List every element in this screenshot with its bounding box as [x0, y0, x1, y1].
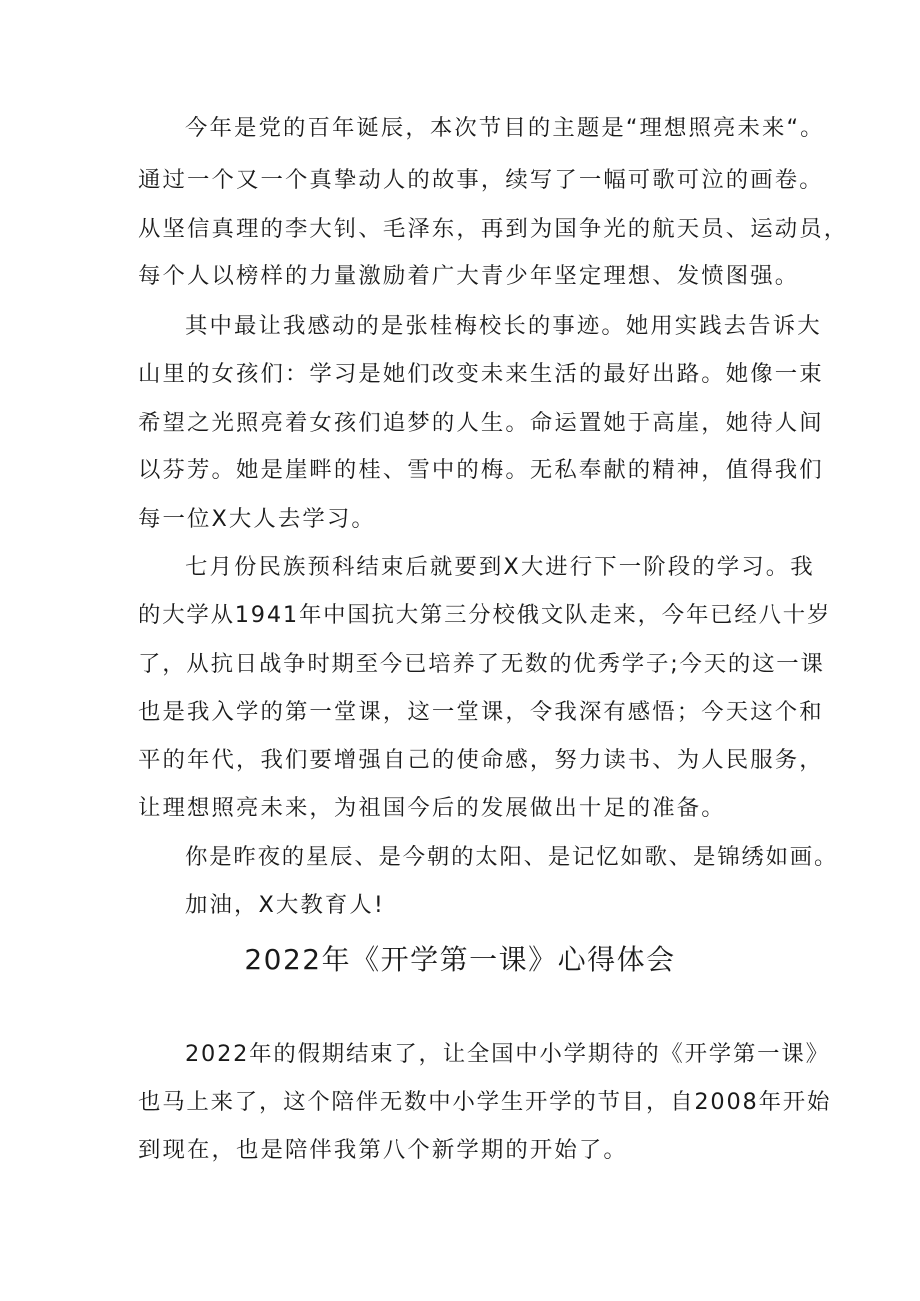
- section1-p2-line2: 山里的女孩们：学习是她们改变未来生活的最好出路。她像一束: [138, 361, 824, 387]
- section1-p2-line1: 其中最让我感动的是张桂梅校长的事迹。她用实践去告诉大: [185, 313, 822, 339]
- section1-p3-line6: 让理想照亮未来，为祖国今后的发展做出十足的准备。: [138, 795, 726, 821]
- section1-p3-line1: 七月份民族预科结束后就要到X大进行下一阶段的学习。我: [185, 554, 815, 580]
- section2-p1-line3: 到现在，也是陪伴我第八个新学期的开始了。: [138, 1137, 628, 1163]
- section1-p3-line3: 了，从抗日战争时期至今已培养了无数的优秀学子;今天的这一课: [138, 651, 825, 677]
- section1-p2-line4: 以芬芳。她是崖畔的桂、雪中的梅。无私奉献的精神，值得我们: [138, 457, 824, 483]
- section1-p5: 加油，X大教育人!: [185, 892, 385, 918]
- section1-p2-line5: 每一位X大人去学习。: [138, 506, 376, 532]
- section1-p3-line2: 的大学从1941年中国抗大第三分校俄文队走来，今年已经八十岁: [138, 602, 832, 628]
- section2-p1-line1: 2022年的假期结束了，让全国中小学期待的《开学第一课》: [185, 1041, 830, 1067]
- section1-p4: 你是昨夜的星辰、是今朝的太阳、是记忆如歌、是锦绣如画。: [185, 844, 839, 870]
- document-title: 2022年《开学第一课》心得体会: [244, 943, 676, 976]
- section1-p1-line2: 通过一个又一个真挚动人的故事，续写了一幅可歌可泣的画卷。: [138, 167, 824, 193]
- section1-p2-line3: 希望之光照亮着女孩们追梦的人生。命运置她于高崖，她待人间: [138, 410, 824, 436]
- section1-p1-line3: 从坚信真理的李大钊、毛泽东，再到为国争光的航天员、运动员，: [138, 216, 849, 242]
- section2-p1-line2: 也马上来了，这个陪伴无数中小学生开学的节目，自2008年开始: [138, 1089, 832, 1115]
- section1-p1-line4: 每个人以榜样的力量激励着广大青少年坚定理想、发愤图强。: [138, 263, 800, 289]
- section1-p3-line5: 平的年代，我们要增强自己的使命感，努力读书、为人民服务，: [138, 747, 824, 773]
- section1-p3-line4: 也是我入学的第一堂课，这一堂课，令我深有感悟；今天这个和: [138, 699, 824, 725]
- section1-p1-line1: 今年是党的百年诞辰，本次节目的主题是“理想照亮未来“。: [185, 115, 825, 141]
